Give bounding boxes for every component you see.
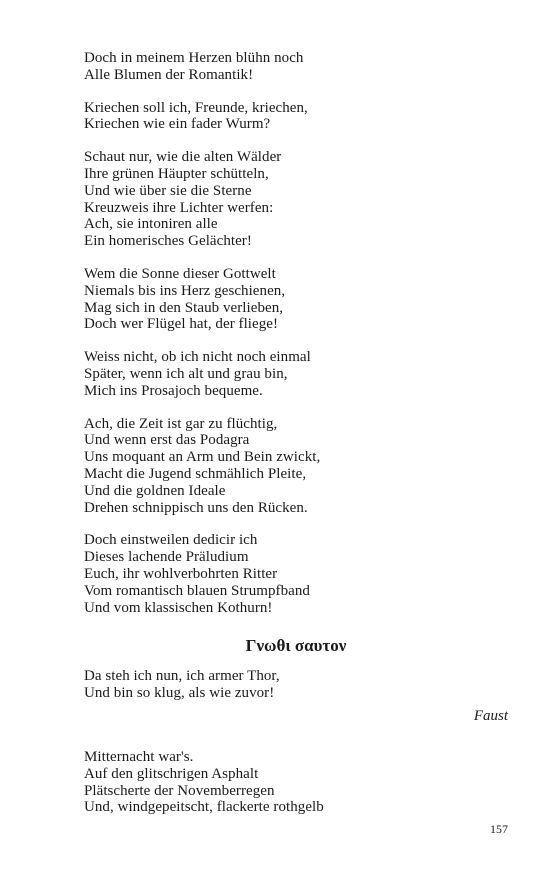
epigraph-line: Da steh ich nun, ich armer Thor, — [84, 668, 280, 685]
verse-line: Schaut nur, wie die alten Wälder — [84, 149, 282, 166]
verse-line: Mitternacht war's. — [84, 748, 194, 765]
verse-line: Auf den glitschrigen Asphalt — [84, 765, 259, 782]
epigraph — [84, 668, 508, 702]
verse-line: Mag sich in den Staub verlieben, — [84, 299, 284, 316]
verse-line: Und die goldnen Ideale — [84, 482, 226, 499]
page-number: 157 — [490, 822, 508, 836]
verse-line: Und, windgepeitscht, flackerte rothgelb — [84, 799, 324, 816]
verse-line: Weiss nicht, ob ich nicht noch einmal — [84, 349, 311, 366]
verse-line: Kreuzweis ihre Lichter werfen: — [84, 199, 274, 216]
verse-line: Niemals bis ins Herz geschienen, — [84, 282, 286, 299]
stanza — [84, 749, 508, 816]
verse-line: Ach, sie intoniren alle — [84, 216, 218, 233]
stanza — [84, 532, 508, 616]
verse-line: Doch einstweilen dedicir ich — [84, 532, 258, 549]
verse-line: Macht die Jugend schmählich Pleite, — [84, 465, 307, 482]
epigraph-attribution: Faust — [473, 707, 508, 724]
verse-line: Kriechen wie ein fader Wurm? — [84, 116, 271, 133]
verse-line: Später, wenn ich alt und grau bin, — [84, 365, 288, 382]
verse-line: Uns moquant an Arm und Bein zwickt, — [84, 449, 321, 466]
verse-line: Euch, ihr wohlverbohrten Ritter — [84, 565, 278, 582]
verse-line: Vom romantisch blauen Strumpfband — [84, 582, 310, 599]
verse-line: Kriechen soll ich, Freunde, kriechen, — [84, 99, 308, 116]
stanza — [84, 50, 508, 84]
verse-line: Doch in meinem Herzen blühn noch — [84, 50, 304, 66]
stanza — [84, 349, 508, 399]
stanza — [84, 100, 508, 134]
verse-line: Und vom klassischen Kothurn! — [84, 599, 273, 616]
verse-line: Mich ins Prosajoch bequeme. — [84, 382, 263, 399]
stanza — [84, 416, 508, 517]
verse-line: Wem die Sonne dieser Gottwelt — [84, 265, 276, 282]
stanza — [84, 266, 508, 333]
verse-line: Drehen schnippisch uns den Rücken. — [84, 499, 308, 516]
verse-line: Plätscherte der Novemberregen — [84, 782, 275, 799]
verse-line: Doch wer Flügel hat, der fliege! — [84, 316, 279, 333]
text-column — [84, 50, 508, 832]
poem-part-2 — [84, 749, 508, 816]
verse-line: Und wenn erst das Podagra — [84, 432, 250, 449]
stanza — [84, 149, 508, 250]
verse-line: Dieses lachende Präludium — [84, 549, 249, 566]
section-title: Γνωθι σαυτον — [245, 636, 347, 656]
verse-line: Ach, die Zeit ist gar zu flüchtig, — [84, 415, 278, 432]
verse-line: Und wie über sie die Sterne — [84, 182, 252, 199]
epigraph-line: Und bin so klug, als wie zuvor! — [84, 685, 275, 702]
verse-line: Alle Blumen der Romantik! — [84, 66, 254, 83]
verse-line: Ein homerisches Gelächter! — [84, 233, 252, 250]
poem-part-1 — [84, 50, 508, 616]
verse-line: Ihre grünen Häupter schütteln, — [84, 165, 269, 182]
